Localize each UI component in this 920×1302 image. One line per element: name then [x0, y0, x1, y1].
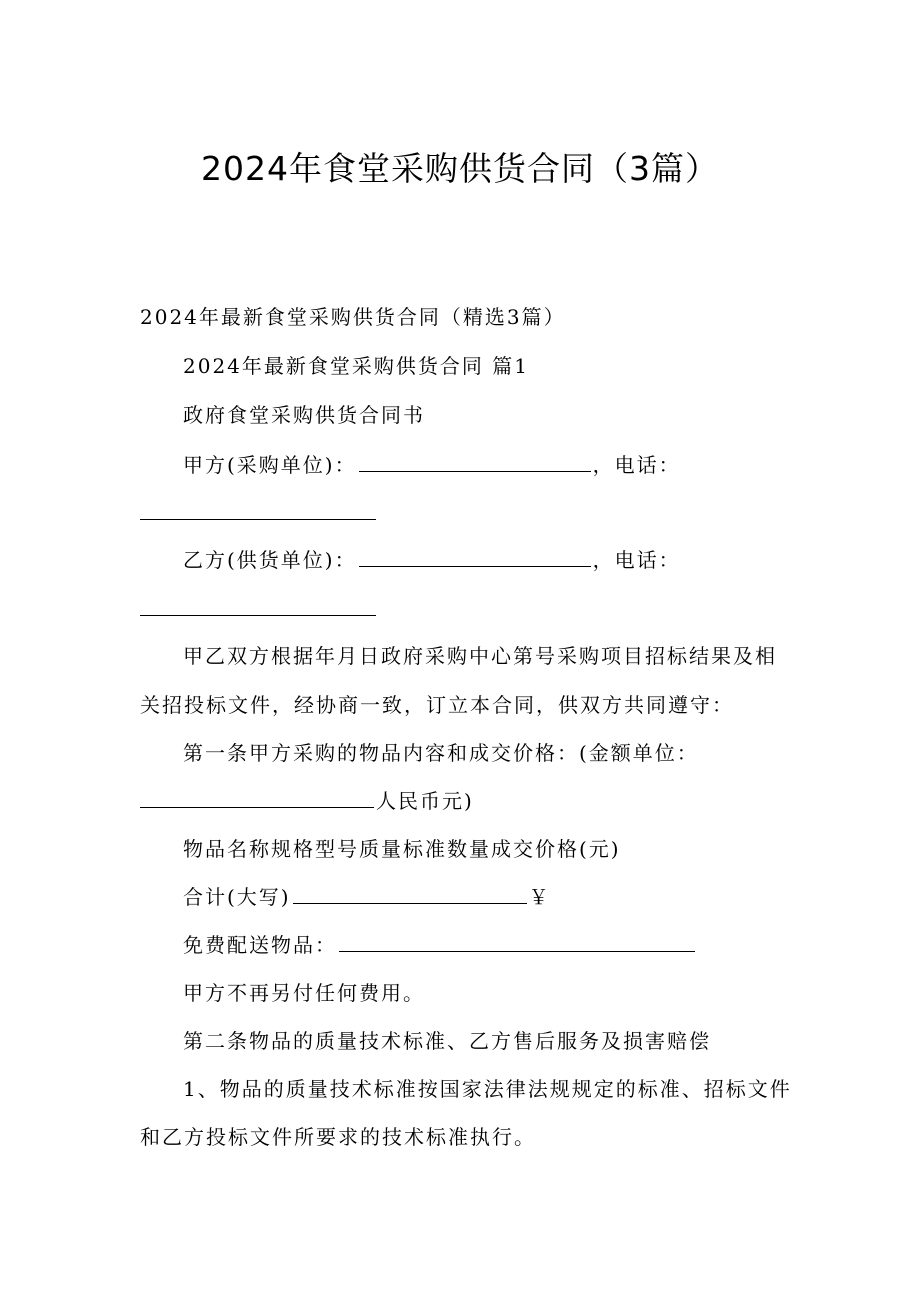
party-b-label: 乙方(供货单位)： [183, 548, 357, 572]
party-b-line [183, 545, 681, 575]
yuan-symbol: ￥ [528, 885, 551, 909]
party-b-phone-blank [140, 614, 376, 616]
party-a-label: 甲方(采购单位)： [183, 453, 357, 477]
article1-line1: 第一条甲方采购的物品内容和成交价格：(金额单位： [183, 741, 699, 765]
party-b-unit-blank [359, 546, 591, 567]
party-a-phone-label: ，电话： [592, 453, 681, 477]
free-items-blank [339, 931, 695, 952]
party-a-line [183, 450, 681, 480]
currency-unit-blank [140, 787, 374, 808]
party-a-unit-blank [359, 451, 591, 472]
contract-name: 政府食堂采购供货合同书 [183, 403, 425, 427]
free-items-label: 免费配送物品： [183, 933, 337, 957]
document-title: 2024年食堂采购供货合同（3篇） [201, 149, 719, 188]
section-heading: 2024年最新食堂采购供货合同 篇1 [183, 354, 529, 378]
article1-line2 [140, 786, 474, 816]
intro-paragraph-line2: 关招投标文件，经协商一致，订立本合同，供双方共同遵守： [140, 693, 734, 717]
document-subtitle: 2024年最新食堂采购供货合同（精选3篇） [140, 305, 566, 329]
clause1-line1: 1、物品的质量技术标准按国家法律法规规定的标准、招标文件 [183, 1077, 792, 1101]
total-amount-blank [293, 883, 527, 904]
no-extra-fee: 甲方不再另付任何费用。 [183, 981, 425, 1005]
party-b-phone-label: ，电话： [592, 548, 681, 572]
free-items-line [183, 930, 697, 960]
party-a-phone-blank [140, 518, 376, 520]
total-label: 合计(大写) [183, 885, 291, 909]
clause1-line2: 和乙方投标文件所要求的技术标准执行。 [140, 1125, 536, 1149]
currency-unit-text: 人民币元) [376, 789, 474, 813]
article2-heading: 第二条物品的质量技术标准、乙方售后服务及损害赔偿 [183, 1029, 711, 1053]
total-line [183, 882, 551, 912]
intro-paragraph-line1: 甲乙双方根据年月日政府采购中心第号采购项目招标结果及相 [183, 644, 777, 668]
item-table-header: 物品名称规格型号质量标准数量成交价格(元) [183, 837, 621, 861]
